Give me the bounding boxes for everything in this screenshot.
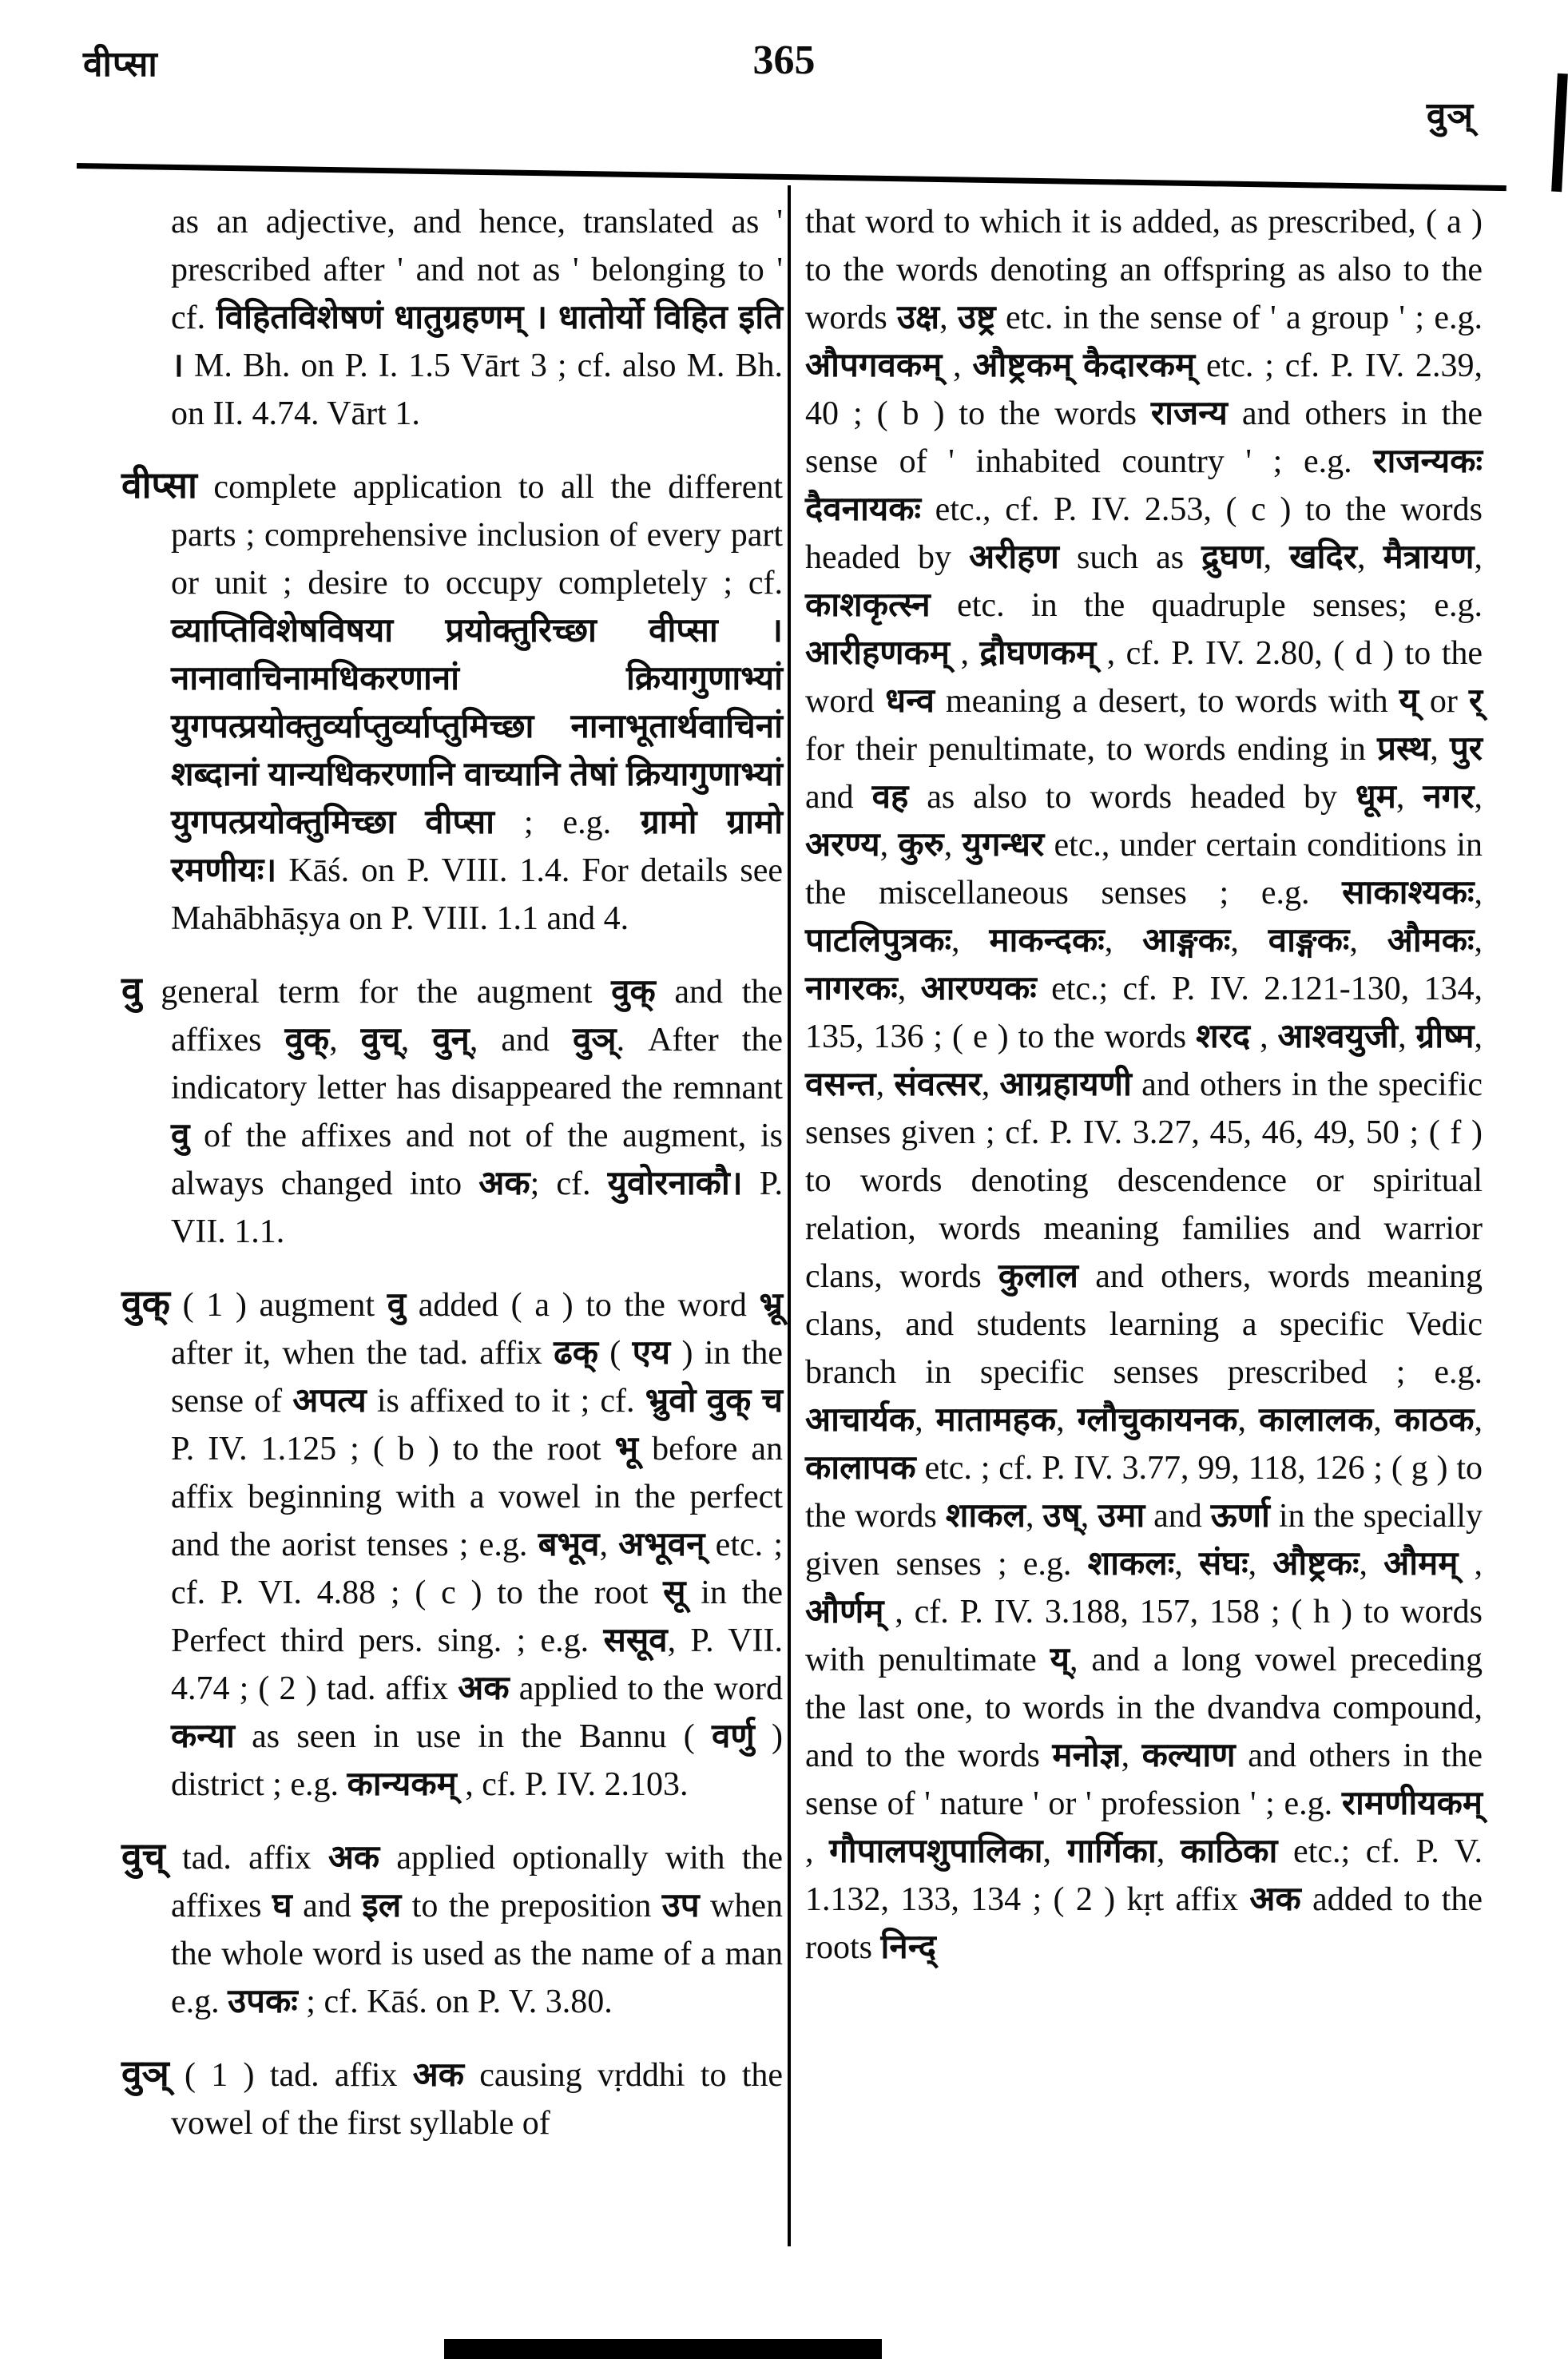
entry-headword: वु [121,970,142,1011]
entry-headword: वुच् [121,1836,165,1876]
devanagari-run: अक [458,1670,510,1707]
devanagari-run: नानावाचिनामधिकरणानां [171,661,460,697]
devanagari-run: अभूवन् [618,1527,705,1563]
devanagari-run: कालापक [805,1450,916,1487]
devanagari-run: अरण्य [805,827,880,864]
devanagari-run: ग्रामो [726,804,783,841]
devanagari-run: गौपालपशुपालिका [829,1833,1043,1870]
devanagari-run: इति [738,300,784,336]
entry-headword: वीप्सा [121,465,197,506]
devanagari-run: संवत्सर [894,1066,982,1103]
devanagari-run: पुर [1449,731,1483,768]
devanagari-run: अरीहण [969,539,1059,576]
devanagari-run: कुरु [898,827,944,864]
dictionary-entry [121,2050,783,2147]
devanagari-run: शाकल [945,1498,1026,1535]
devanagari-run: अक [1249,1881,1301,1918]
devanagari-run: उष् [1042,1498,1081,1535]
devanagari-run: कुलाल [998,1258,1079,1295]
devanagari-run: र् [1468,683,1483,720]
devanagari-run: । [534,300,548,336]
entry-text: as an adjective, and hence, translated as ' prescribed after ' and not as ' belonging to ' cf. विहितविशेषणं धातुग्रहणम् । धातोर्यो विहित इति । M. Bh. on P. I. 1.5 Vārt 3 ; cf. also M. Bh. on II. 4.74. Vārt 1. [171,204,784,432]
devanagari-run: धन्व [885,683,935,720]
devanagari-run: क्रियागुणाभ्यां [626,661,783,697]
devanagari-run: वुच् [360,1022,401,1058]
devanagari-run: वुक् [284,1022,330,1058]
devanagari-run: शब्दानां [171,757,259,793]
devanagari-run: उष्ट्र [958,300,996,336]
devanagari-run: ग्रीष्म [1415,1019,1475,1055]
devanagari-run: कैदारकम् [1083,347,1196,384]
devanagari-run: राजन्यकः [1373,443,1483,480]
devanagari-run: अपत्य [292,1383,367,1420]
devanagari-run: आरण्यकः [920,971,1037,1007]
devanagari-run: ससूव [603,1622,668,1659]
devanagari-run: वुक् [611,974,656,1011]
devanagari-run: उपकः [228,1984,298,2020]
devanagari-run: इल [362,1888,402,1924]
devanagari-run: औमकः [1387,923,1475,959]
devanagari-run: ढक् [554,1335,599,1372]
devanagari-run: विहित [654,300,728,336]
devanagari-run: औमम् [1383,1546,1459,1583]
entry-text: tad. affix अक applied optionally with the affixes घ and इल to the preposition उप when the whole word is used as the name of a man e.g. उपकः ; cf. Kāś. on P. V. 3.80. [171,1840,784,2020]
devanagari-run: प्रस्थ [1377,731,1431,768]
devanagari-run: उप [661,1888,700,1924]
devanagari-run: बभूव [538,1527,600,1563]
devanagari-run: उमा [1098,1498,1145,1535]
devanagari-run: रमणीयः। [171,852,277,889]
devanagari-run: शाकलः [1087,1546,1175,1583]
devanagari-run: कालालक [1258,1402,1374,1439]
left-column [121,198,783,2171]
devanagari-run: वुन् [432,1022,470,1058]
devanagari-run: य् [1050,1642,1070,1678]
devanagari-run: य् [1399,683,1419,720]
devanagari-run: कल्याण [1141,1737,1236,1774]
devanagari-run: खदिर [1289,539,1357,576]
devanagari-run: युवोरनाकौ। [607,1166,743,1202]
devanagari-run: माकन्दकः [989,923,1105,959]
devanagari-run: क्रियागुणाभ्यां [626,757,783,793]
scan-artifact-top-right [1551,73,1568,192]
dictionary-entry [121,1280,783,1809]
devanagari-run: प्रयोक्तुरिच्छा [445,613,597,649]
entry-text: ( 1 ) augment वु added ( a ) to the word भ्रू after it, when the tad. affix ढक् ( एय ) in the sense of अपत्य is affixed to it ; cf. भ्रुवो वुक् च P. IV. 1.125 ; ( b ) to the root भू before an affix beginning with a vowel in the perfect and the aorist tenses ; e.g. बभूव, अभूवन् etc. ; cf. P. VI. 4.88 ; ( c ) to the root सू in the Perfect third pers. sing. ; e.g. ससूव, P. VII. 4.74 ; ( 2 ) tad. affix अक applied to the word कन्या as seen in use in the Bannu ( वर्णु ) district ; e.g. कान्यकम् , cf. P. IV. 2.103. [171,1287,784,1803]
devanagari-run: च [761,1383,784,1420]
devanagari-run: राजन्य [1150,395,1228,432]
devanagari-run: युगपत्प्रयोक्तुर्व्याप्तुर्व्याप्तुमिच्छा [171,709,534,745]
devanagari-run: वु [171,1118,190,1154]
devanagari-run: वह [871,779,909,816]
devanagari-run: सू [663,1575,686,1611]
devanagari-run: काठक [1394,1402,1475,1439]
entry-text: general term for the augment वुक् and the affixes वुक्, वुच्, वुन्, and वुञ्. After the indicatory letter has disappeared the remnant वु of the affixes and not of the augment, is always changed into अक; cf. युवोरनाकौ। P. VII. 1.1. [161,974,784,1250]
devanagari-run: निन्द् [880,1929,936,1966]
devanagari-run: पाटलिपुत्रकः [805,923,952,959]
devanagari-run: वर्णु [712,1718,755,1755]
continuation-paragraph [121,198,783,438]
devanagari-run: औष्ट्रकम् [972,347,1073,384]
devanagari-run: काठिका [1180,1833,1278,1870]
devanagari-run: युगन्धर [962,827,1045,864]
entry-headword: वुक् [121,1283,170,1324]
devanagari-run: विहितविशेषणं [216,300,383,336]
devanagari-run: काशकृत्स्न [805,587,931,624]
devanagari-run: संघः [1198,1546,1248,1583]
dictionary-entry [121,1833,783,2026]
devanagari-run: ग्लौचुकायनक [1077,1402,1238,1439]
devanagari-run: वुक् [706,1383,752,1420]
entry-text: complete application to all the different parts ; comprehensive inclusion of every part or unit ; desire to occupy completely ; cf. व्याप्तिविशेषविषया प्रयोक्तुरिच्छा वीप्सा । नानावाचिनामधिकरणानां क्रियागुणाभ्यां युगपत्प्रयोक्तुर्व्याप्तुर्व्याप्तुमिच्छा नानाभूतार्थवाचिनां शब्दानां यान्यधिकरणानि वाच्यानि तेषां क्रियागुणाभ्यां युगपत्प्रयोक्तुमिच्छा वीप्सा ; e.g. ग्रामो ग्रामो रमणीयः। Kāś. on P. VIII. 1.4. For details see Mahābhāṣya on P. VIII. 1.1 and 4. [171,469,784,937]
devanagari-run: नगर [1423,779,1475,816]
devanagari-run: यान्यधिकरणानि [268,757,455,793]
devanagari-run: मनोज्ञ [1052,1737,1121,1774]
devanagari-run: नानाभूतार्थवाचिनां [570,709,783,745]
devanagari-run: भू [614,1431,639,1467]
devanagari-run: वुञ् [573,1022,617,1058]
devanagari-run: कान्यकम् [347,1766,457,1803]
header-rule [77,163,1506,191]
devanagari-run: शरद [1196,1019,1251,1055]
devanagari-run: आचार्यक [805,1402,915,1439]
devanagari-run: वाच्यानि [464,757,561,793]
devanagari-run: धूम [1355,779,1396,816]
devanagari-run: कन्या [171,1718,235,1755]
scan-artifact-bottom [444,2339,882,2359]
devanagari-run: एय [632,1335,671,1372]
devanagari-run: आङ्गकः [1142,923,1231,959]
devanagari-run: धातोर्यो [558,300,644,336]
devanagari-run: व्याप्तिविशेषविषया [171,613,394,649]
column-divider [788,185,791,2246]
devanagari-run: वीप्सा [425,804,494,841]
devanagari-run: । [770,613,784,649]
devanagari-run: दैवनायकः [805,491,921,528]
devanagari-run: मातामहक [935,1402,1057,1439]
dictionary-entry [121,462,783,943]
devanagari-run: औपगवकम् [805,347,943,384]
devanagari-run: अक [478,1166,530,1202]
devanagari-run: उक्ष [897,300,940,336]
header-word-right: वुञ् [1426,96,1474,135]
devanagari-run: वाङ्गकः [1268,923,1350,959]
devanagari-run: तेषां [570,757,617,793]
entry-text: ( 1 ) tad. affix अक causing vṛddhi to the vowel of the first syllable of [171,2057,784,2142]
devanagari-run: वसन्त [805,1066,876,1103]
header-word-left: वीप्सा [83,45,158,84]
continuation-paragraph [805,198,1483,1972]
devanagari-run: अक [327,1840,380,1876]
devanagari-run: साकाश्यकः [1342,875,1475,911]
devanagari-run: ग्रामो [640,804,697,841]
devanagari-run: धातुग्रहणम् [394,300,524,336]
devanagari-run: रामणीयकम् [1341,1785,1483,1822]
devanagari-run: । [171,347,184,384]
devanagari-run: वीप्सा [649,613,718,649]
devanagari-run: नागरकः [805,971,898,1007]
devanagari-run: अक [412,2057,465,2094]
devanagari-run: घ [272,1888,292,1924]
devanagari-run: ऊर्णा [1210,1498,1270,1535]
entry-text: that word to which it is added, as prescribed, ( a ) to the words denoting an offspring as also to the words उक्ष, उष्ट्र etc. in the sense of ' a group ' ; e.g. औपगवकम् , औष्ट्रकम् कैदारकम् etc. ; cf. P. IV. 2.39, 40 ; ( b ) to the words राजन्य and others in the sense of ' inhabited country ' ; e.g. राजन्यकः दैवनायकः etc., cf. P. IV. 2.53, ( c ) to the words headed by अरीहण such as द्रुघण, खदिर, मैत्रायण, काशकृत्स्न etc. in the quadruple senses; e.g. आरीहणकम् , द्रौघणकम् , cf. P. IV. 2.80, ( d ) to the word धन्व meaning a desert, to words with य् or र् for their penultimate, to words ending in प्रस्थ, पुर and वह as also to words headed by धूम, नगर, अरण्य, कुरु, युगन्धर etc., under certain conditions in the miscellaneous senses ; e.g. साकाश्यकः, पाटलिपुत्रकः, माकन्दकः, आङ्गकः, वाङ्गकः, औमकः, नागरकः, आरण्यकः etc.; cf. P. IV. 2.121-130, 134, 135, 136 ; ( e ) to the words शरद , आश्वयुजी, ग्रीष्म, वसन्त, संवत्सर, आग्रहायणी and others in the specific senses given ; cf. P. IV. 3.27, 45, 46, 49, 50 ; ( f ) to words denoting descendence or spiritual relation, words meaning families and warrior clans, words कुलाल and others, words meaning clans, and students learning a specific Vedic branch in specific senses prescribed ; e.g. आचार्यक, मातामहक, ग्लौचुकायनक, कालालक, काठक, कालापक etc. ; cf. P. IV. 3.77, 99, 118, 126 ; ( g ) to the words शाकल, उष्, उमा and ऊर्णा in the specially given senses ; e.g. शाकलः, संघः, औष्ट्रकः, औमम् , और्णम् , cf. P. IV. 3.188, 157, 158 ; ( h ) to words with penultimate य्, and a long vowel preceding the last one, to words in the dvandva compound, and to the words मनोज्ञ, कल्याण and others in the sense of ' nature ' or ' profession ' ; e.g. रामणीयकम् , गौपालपशुपालिका, गार्गिका, काठिका etc.; cf. P. V. 1.132, 133, 134 ; ( 2 ) kṛt affix अक added to the roots निन्द् [805,204,1483,1966]
right-column [805,198,1483,1996]
devanagari-run: द्रौघणकम् [979,635,1097,672]
devanagari-run: भ्रू [759,1287,784,1324]
devanagari-run: युगपत्प्रयोक्तुमिच्छा [171,804,396,841]
devanagari-run: आश्वयुजी [1277,1019,1399,1055]
devanagari-run: आग्रहायणी [999,1066,1132,1103]
devanagari-run: वु [387,1287,407,1324]
devanagari-run: आरीहणकम् [805,635,951,672]
devanagari-run: भ्रुवो [645,1383,697,1420]
entry-headword: वुञ् [121,2053,169,2094]
devanagari-run: गार्गिका [1066,1833,1157,1870]
devanagari-run: औष्ट्रकः [1272,1546,1360,1583]
dictionary-entry [121,967,783,1256]
devanagari-run: और्णम् [805,1594,884,1630]
devanagari-run: मैत्रायण [1383,539,1475,576]
page-number: 365 [752,38,816,83]
devanagari-run: द्रुघण [1201,539,1264,576]
